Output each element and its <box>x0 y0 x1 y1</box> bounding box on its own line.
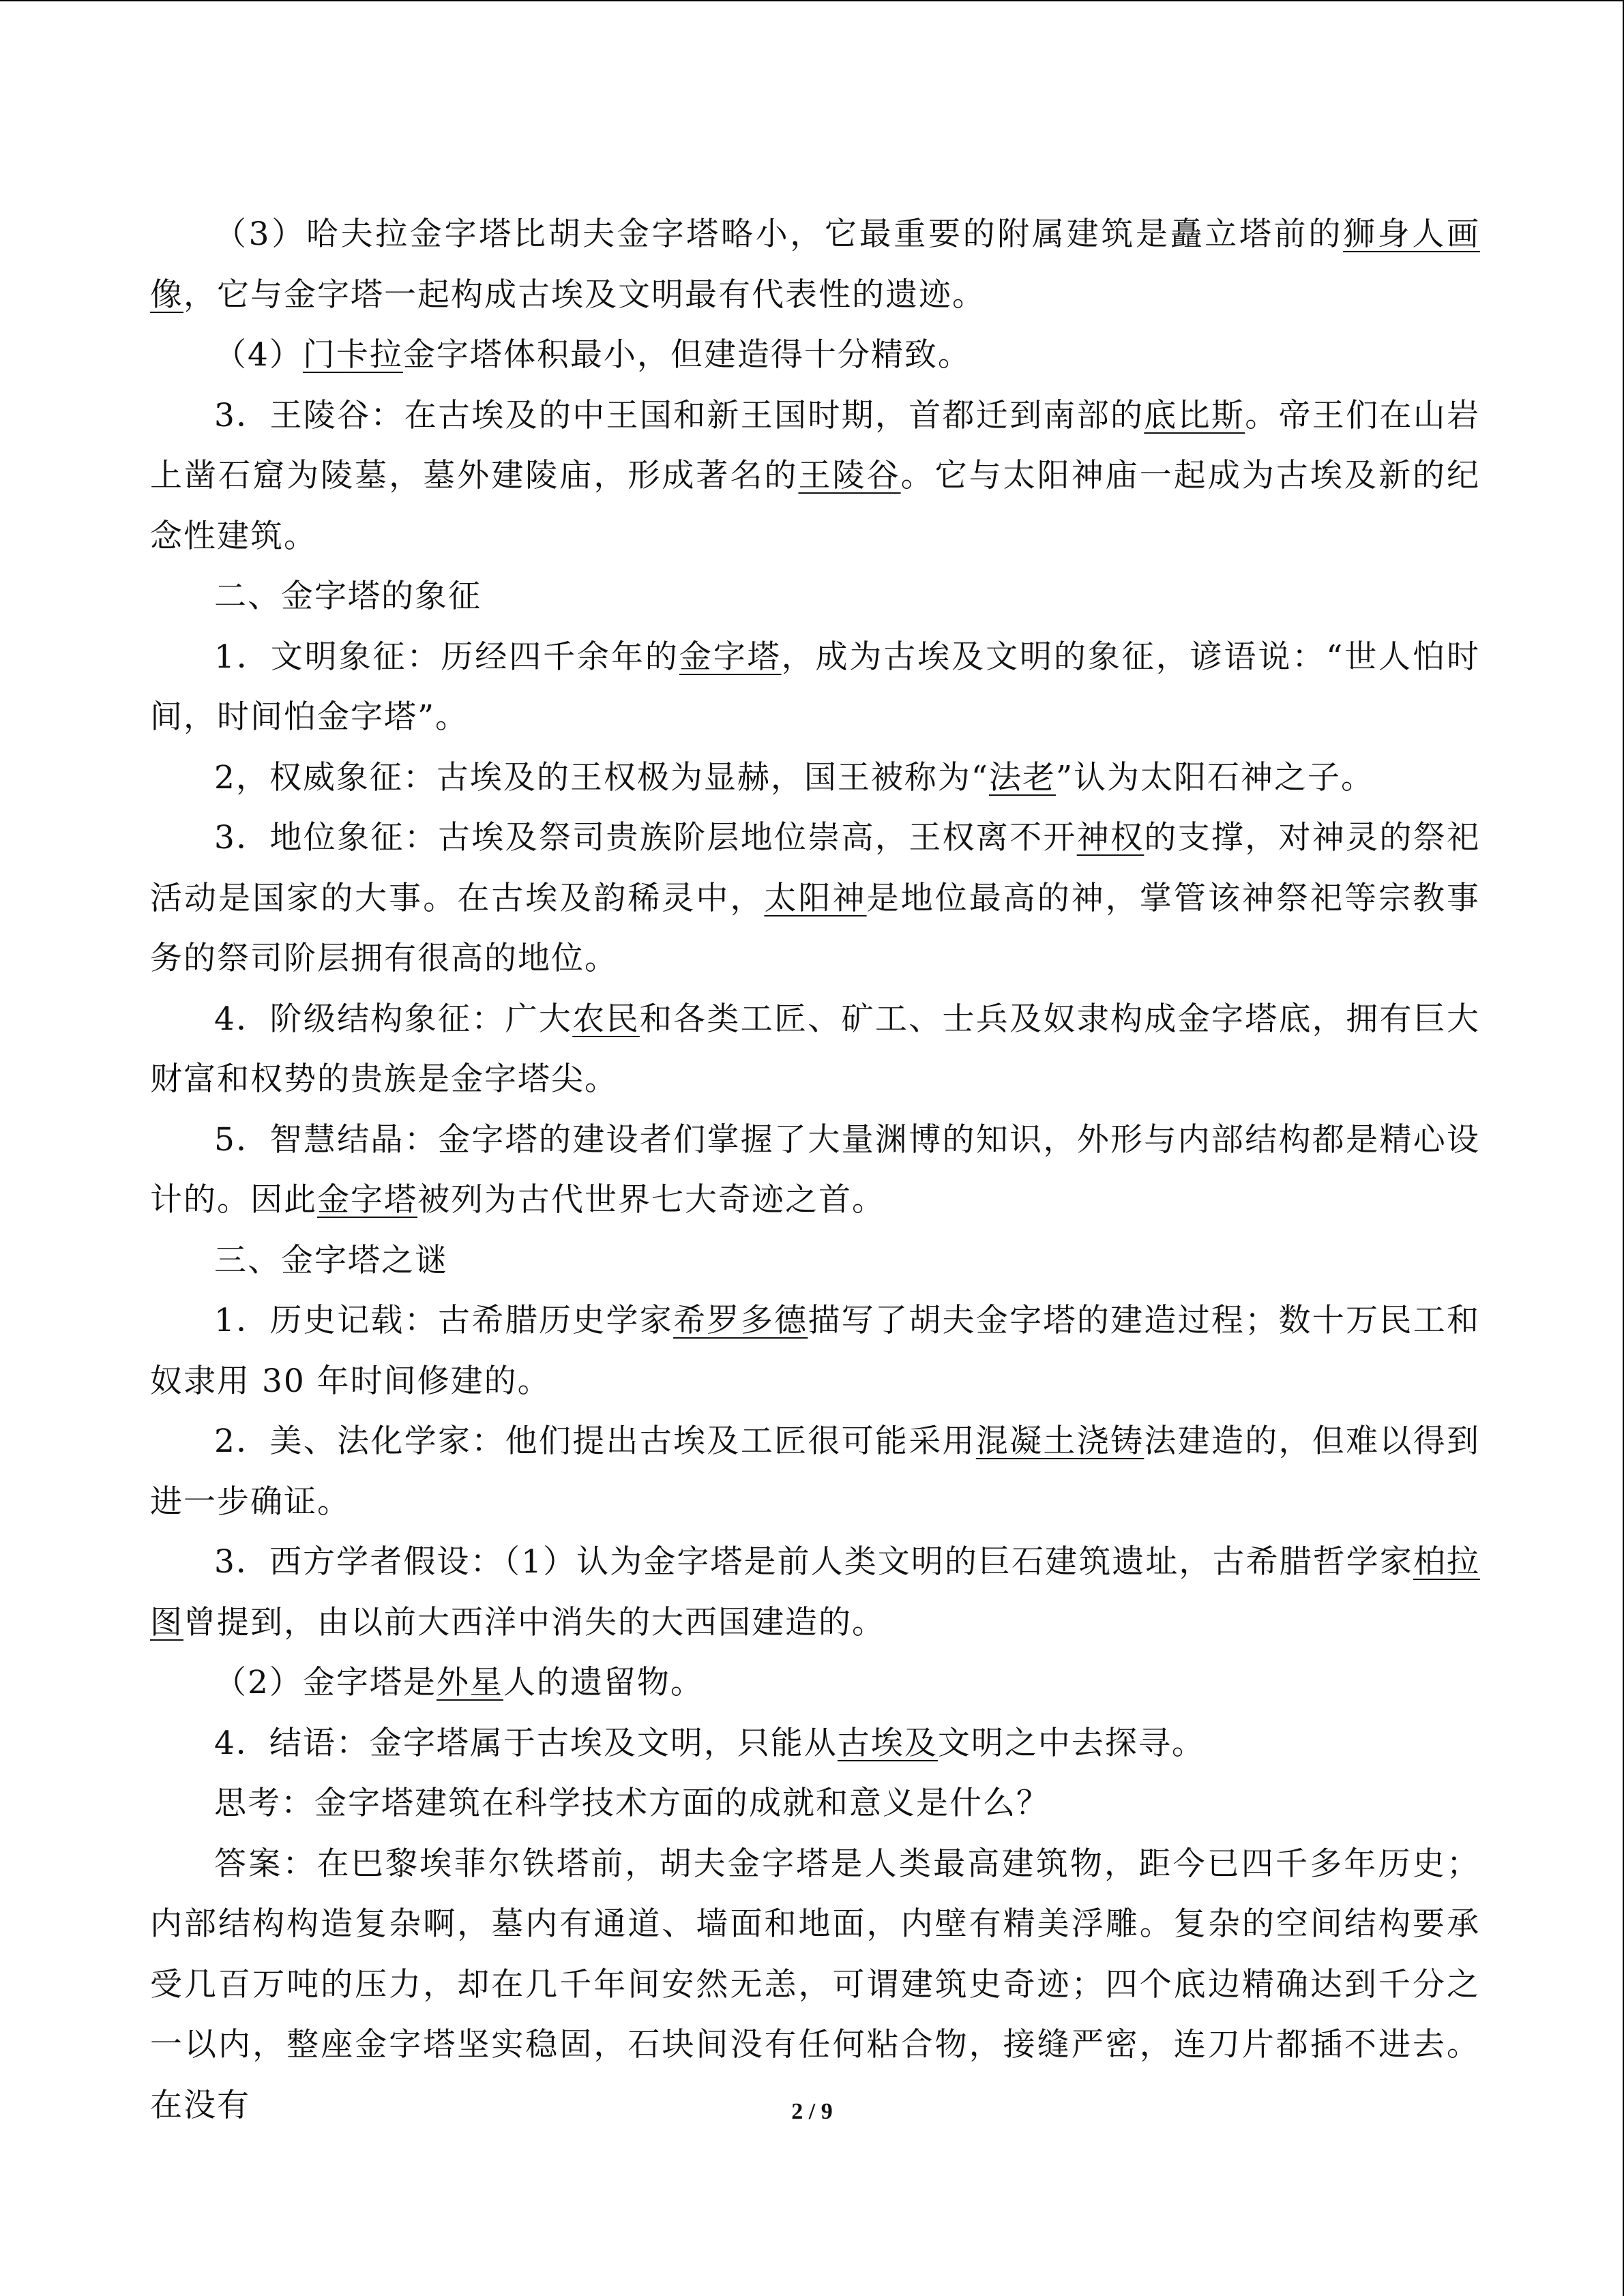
underlined-keyword: 太阳神 <box>764 879 867 917</box>
paragraph <box>150 1774 1480 1834</box>
paragraph <box>150 1110 1480 1231</box>
paragraph <box>150 748 1480 809</box>
text-run: 金字塔体积最小，但建造得十分精致。 <box>402 336 971 374</box>
text-run: ，它与金字塔一起构成古埃及文明最有代表性的遗迹。 <box>183 275 986 314</box>
page-number: 2 / 9 <box>791 2099 833 2124</box>
text-run: ，成为古埃及文明的象征，谚语说：“世人怕时间，时间怕金字塔”。 <box>150 638 1481 736</box>
underlined-keyword: 柏拉图 <box>150 1543 1480 1641</box>
document-body <box>150 205 1480 2136</box>
paragraph <box>150 1231 1480 1292</box>
text-run: （2）金字塔是 <box>214 1664 437 1701</box>
text-run: 3．地位象征：古埃及祭司贵族阶层地位崇高，王权离不开 <box>214 819 1077 856</box>
underlined-keyword: 金字塔 <box>679 638 782 676</box>
text-run: 三、金字塔之谜 <box>214 1241 448 1279</box>
text-run: 1．文明象征：历经四千余年的 <box>214 638 679 676</box>
underlined-keyword: 王陵谷 <box>798 457 901 494</box>
text-run: 5．智慧结晶：金字塔的建设者们掌握了大量渊博的知识，外形与内部结构都是精心设计的。因此 <box>150 1120 1480 1219</box>
text-run: 2，权威象征：古埃及的王权极为显赫，国王被称为“ <box>214 758 989 796</box>
text-run: 4．阶级结构象征：广大 <box>214 1000 573 1038</box>
text-run: （4） <box>214 336 303 374</box>
paragraph <box>150 627 1480 748</box>
underlined-keyword: 底比斯 <box>1144 396 1245 434</box>
text-run: 法建造的，但难以得到进一步确证。 <box>150 1422 1481 1521</box>
text-run: 的支撑，对神灵的祭祀活动是国家的大事。在古埃及韵稀灵中， <box>150 819 1481 917</box>
underlined-keyword: 外星 <box>436 1664 503 1701</box>
text-run: 。它与太阳神庙一起成为古埃及新的纪念性建筑。 <box>150 457 1481 555</box>
underlined-keyword: 狮身人画像 <box>150 215 1481 314</box>
paragraph <box>150 989 1480 1110</box>
paragraph <box>150 567 1480 627</box>
text-run: 描写了胡夫金字塔的建造过程；数十万民工和奴隶用 30 年时间修建的。 <box>150 1302 1481 1400</box>
underlined-keyword: 农民 <box>572 1000 640 1038</box>
text-run: 文明之中去探寻。 <box>937 1724 1205 1762</box>
paragraph <box>150 1291 1480 1412</box>
paragraph <box>150 808 1480 989</box>
paragraph <box>150 386 1480 567</box>
paragraph <box>150 1714 1480 1774</box>
text-run: 。帝王们在山岩上凿石窟为陵墓，墓外建陵庙，形成著名的 <box>150 396 1481 494</box>
text-run: 被列为古代世界七大奇迹之首。 <box>417 1181 885 1219</box>
underlined-keyword: 神权 <box>1076 819 1145 856</box>
underlined-keyword: 法老 <box>988 758 1056 796</box>
text-run: 是地位最高的神，掌管该神祭祀等宗教事务的祭司阶层拥有很高的地位。 <box>150 879 1481 977</box>
text-run: 二、金字塔的象征 <box>214 578 482 615</box>
text-run: 3．西方学者假设：（1）认为金字塔是前人类文明的巨石建筑遗址，古希腊哲学家 <box>214 1543 1413 1581</box>
paragraph <box>150 1532 1480 1653</box>
text-run: 3．王陵谷：在古埃及的中王国和新王国时期，首都迁到南部的 <box>214 396 1145 434</box>
text-run: 1．历史记载：古希腊历史学家 <box>214 1302 674 1339</box>
text-run: 答案：在巴黎埃菲尔铁塔前，胡夫金字塔是人类最高建筑物，距今已四千多年历史；内部结构构造复杂啊，墓内有通道、墙面和地面，内壁有精美浮雕。复杂的空间结构要承受几百万吨的压力，却在几千年间安然无恙，可谓建筑史奇迹；四个底边精确达到千分之一以内，整座金字塔坚实稳固，石块间没有任何粘合物，接缝严密，连刀片都插不进去。在没有 <box>150 1845 1480 2124</box>
text-run: 4．结语：金字塔属于古埃及文明，只能从 <box>214 1724 838 1762</box>
text-run: 和各类工匠、矿工、士兵及奴隶构成金字塔底，拥有巨大财富和权势的贵族是金字塔尖。 <box>150 1000 1481 1098</box>
underlined-keyword: 古埃及 <box>837 1724 938 1762</box>
paragraph <box>150 205 1480 325</box>
text-run: 2．美、法化学家：他们提出古埃及工匠很可能采用 <box>214 1422 976 1460</box>
underlined-keyword: 混凝土浇铸 <box>975 1422 1145 1460</box>
text-run: ”认为太阳石神之子。 <box>1055 758 1374 796</box>
text-run: 思考：金字塔建筑在科学技术方面的成就和意义是什么？ <box>214 1785 1050 1822</box>
paragraph <box>150 1412 1480 1532</box>
text-run: 人的遗留物。 <box>503 1664 704 1701</box>
underlined-keyword: 门卡拉 <box>302 336 403 374</box>
paragraph <box>150 1834 1480 2136</box>
text-run: 曾提到，由以前大西洋中消失的大西国建造的。 <box>183 1603 885 1641</box>
paragraph <box>150 325 1480 386</box>
paragraph <box>150 1653 1480 1714</box>
text-run: （3）哈夫拉金字塔比胡夫金字塔略小，它最重要的附属建筑是矗立塔前的 <box>214 215 1343 253</box>
underlined-keyword: 希罗多德 <box>673 1302 808 1339</box>
underlined-keyword: 金字塔 <box>317 1181 417 1219</box>
